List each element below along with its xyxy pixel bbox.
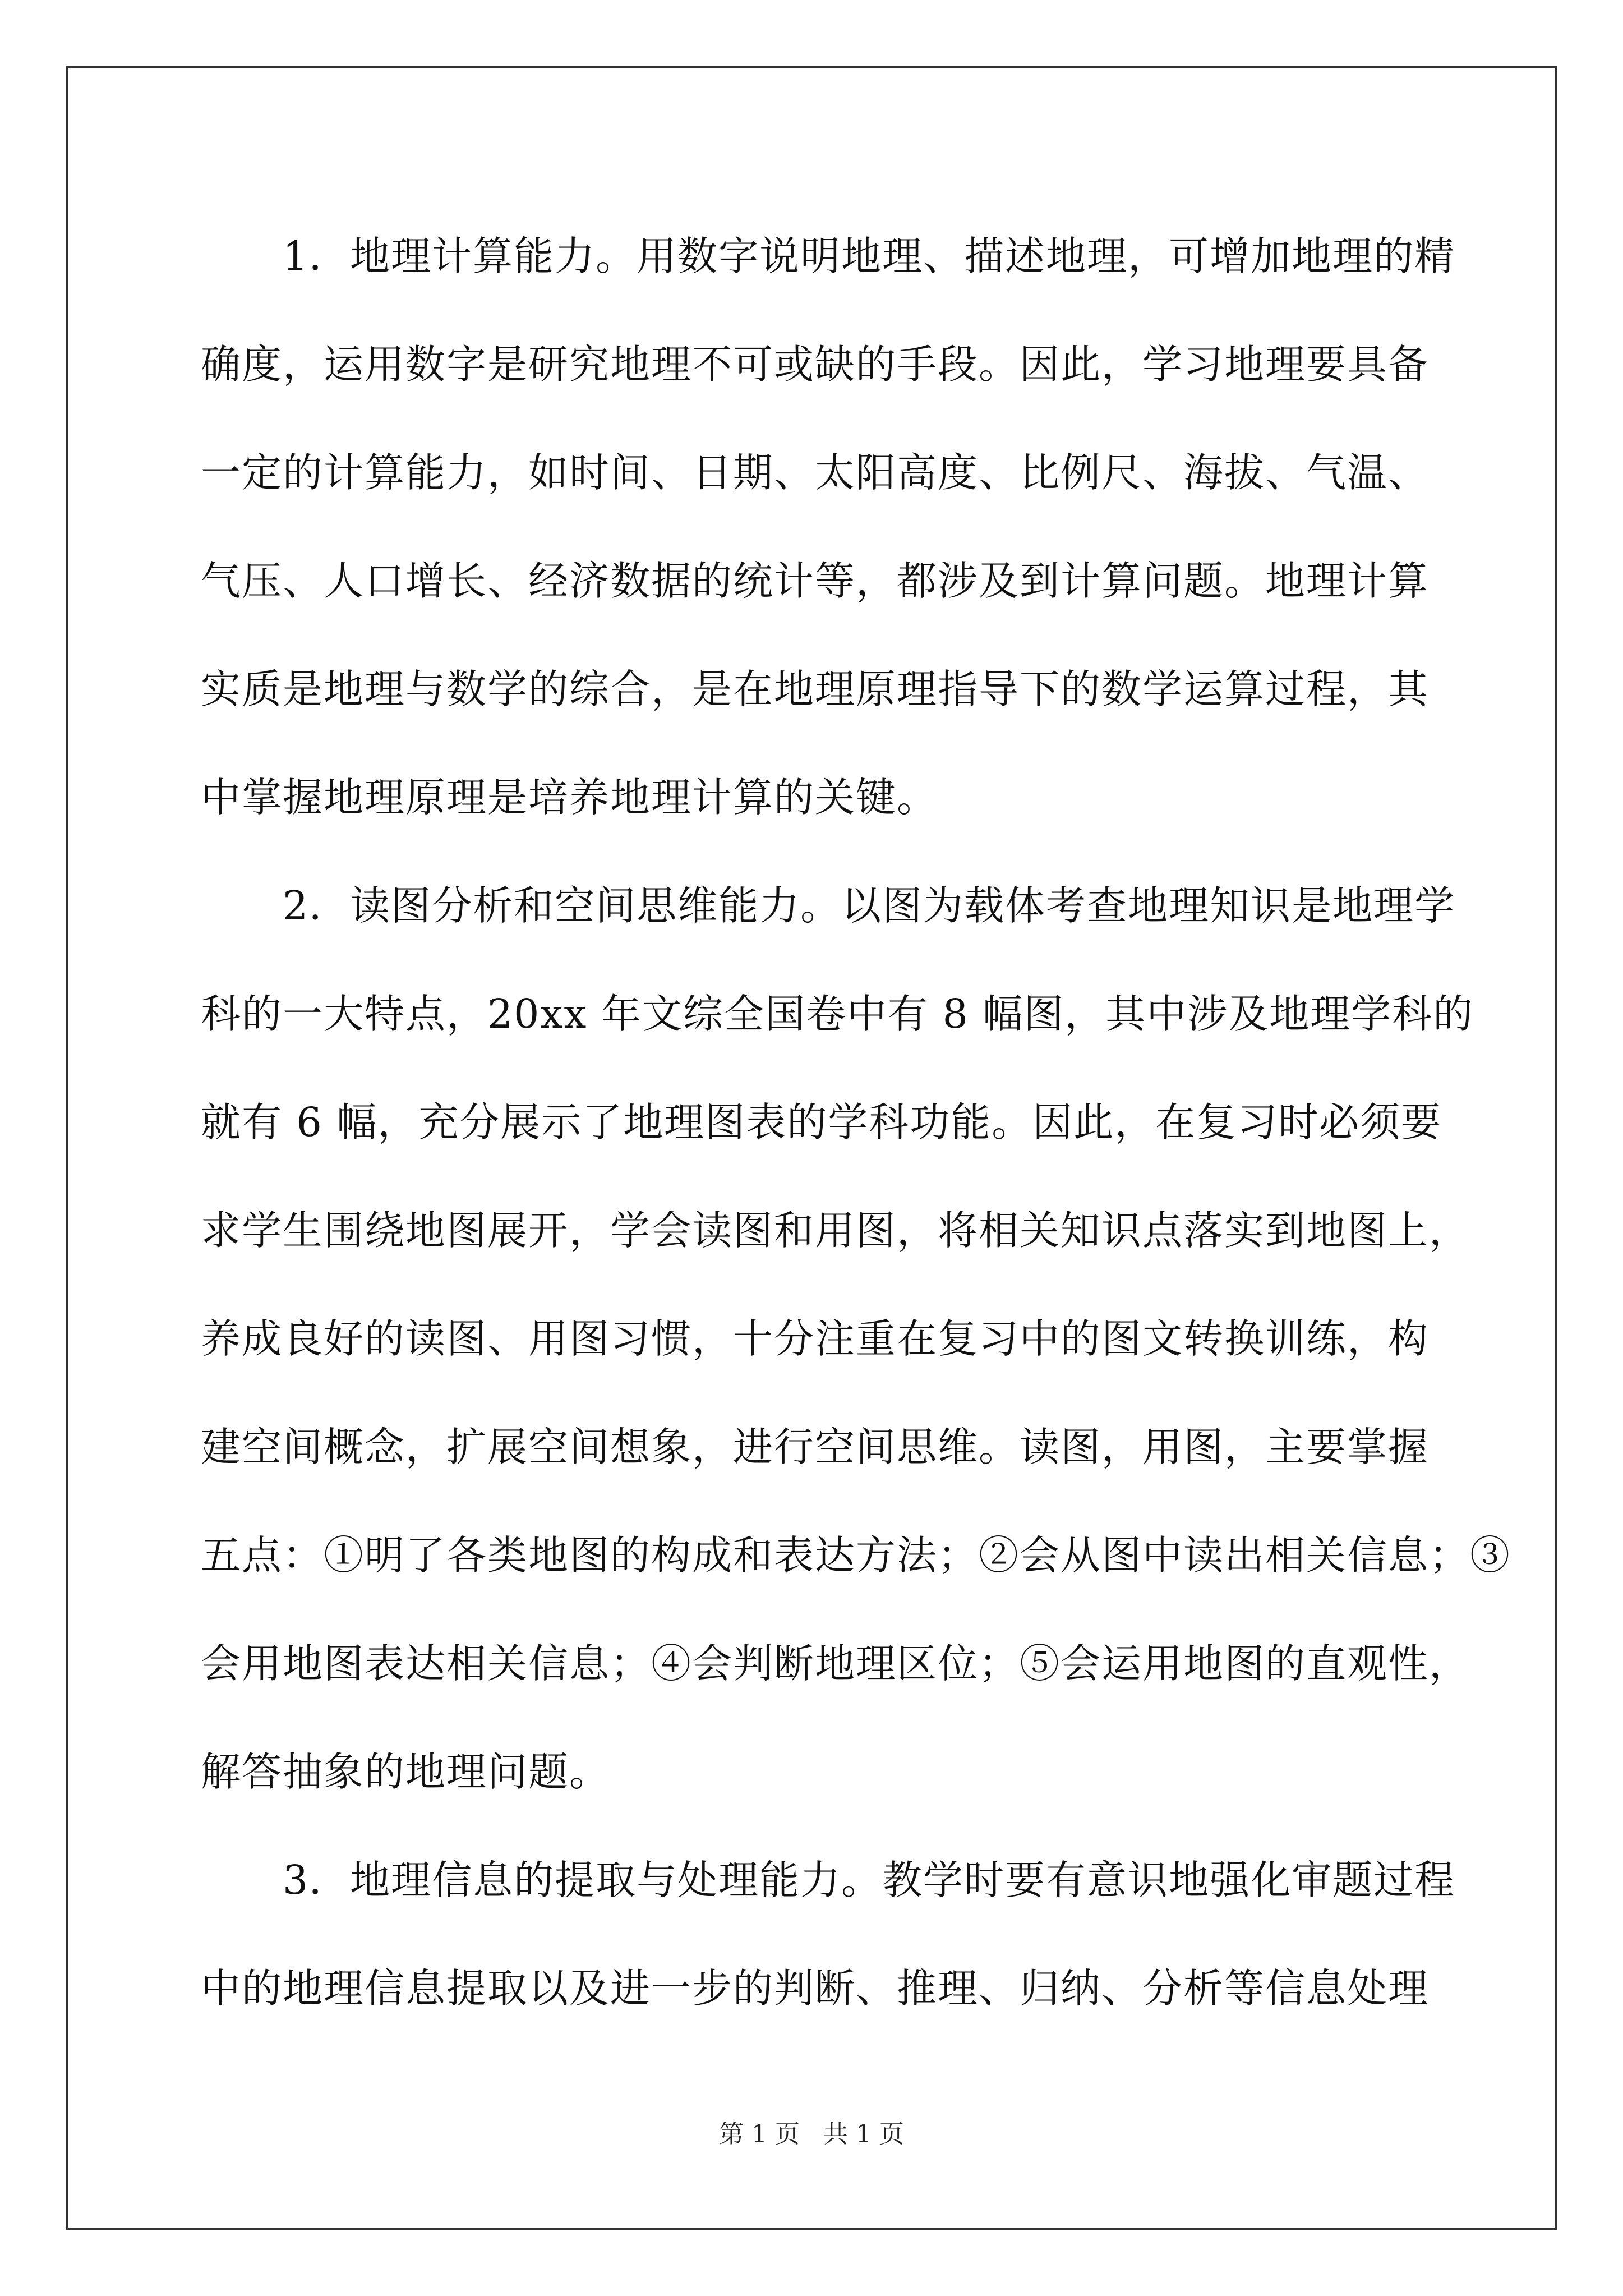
text-line: 中掌握地理原理是培养地理计算的关键。 [201, 774, 938, 821]
text-line: 中的地理信息提取以及进一步的判断、推理、归纳、分析等信息处理 [201, 1965, 1430, 2012]
text-line: 实质是地理与数学的综合，是在地理原理指导下的数学运算过程，其 [201, 666, 1430, 712]
text-line: 五点：①明了各类地图的构成和表达方法；②会从图中读出相关信息；③ [201, 1532, 1511, 1579]
text-line: 解答抽象的地理问题。 [201, 1749, 611, 1795]
text-line: 1．地理计算能力。用数字说明地理、描述地理，可增加地理的精 [201, 233, 1456, 279]
text-line: 求学生围绕地图展开，学会读图和用图，将相关知识点落实到地图上， [201, 1207, 1470, 1254]
text-line: 2．读图分析和空间思维能力。以图为载体考查地理知识是地理学 [201, 882, 1456, 929]
document-body [201, 202, 1511, 2042]
text-line: 3．地理信息的提取与处理能力。教学时要有意识地强化审题过程 [201, 1857, 1456, 1903]
page-footer: 第 1 页 共 1 页 [719, 2120, 904, 2148]
text-line: 一定的计算能力，如时间、日期、太阳高度、比例尺、海拔、气温、 [201, 449, 1430, 496]
text-line: 科的一大特点，20xx 年文综全国卷中有 8 幅图，其中涉及地理学科的 [201, 991, 1474, 1037]
text-line: 确度，运用数字是研究地理不可或缺的手段。因此，学习地理要具备 [201, 341, 1430, 388]
text-line: 会用地图表达相关信息；④会判断地理区位；⑤会运用地图的直观性， [201, 1640, 1470, 1687]
text-line: 养成良好的读图、用图习惯，十分注重在复习中的图文转换训练，构 [201, 1315, 1430, 1362]
text-line: 气压、人口增长、经济数据的统计等，都涉及到计算问题。地理计算 [201, 558, 1430, 604]
text-line: 就有 6 幅，充分展示了地理图表的学科功能。因此，在复习时必须要 [201, 1099, 1442, 1145]
text-line: 建空间概念，扩展空间想象，进行空间思维。读图，用图，主要掌握 [201, 1424, 1430, 1470]
